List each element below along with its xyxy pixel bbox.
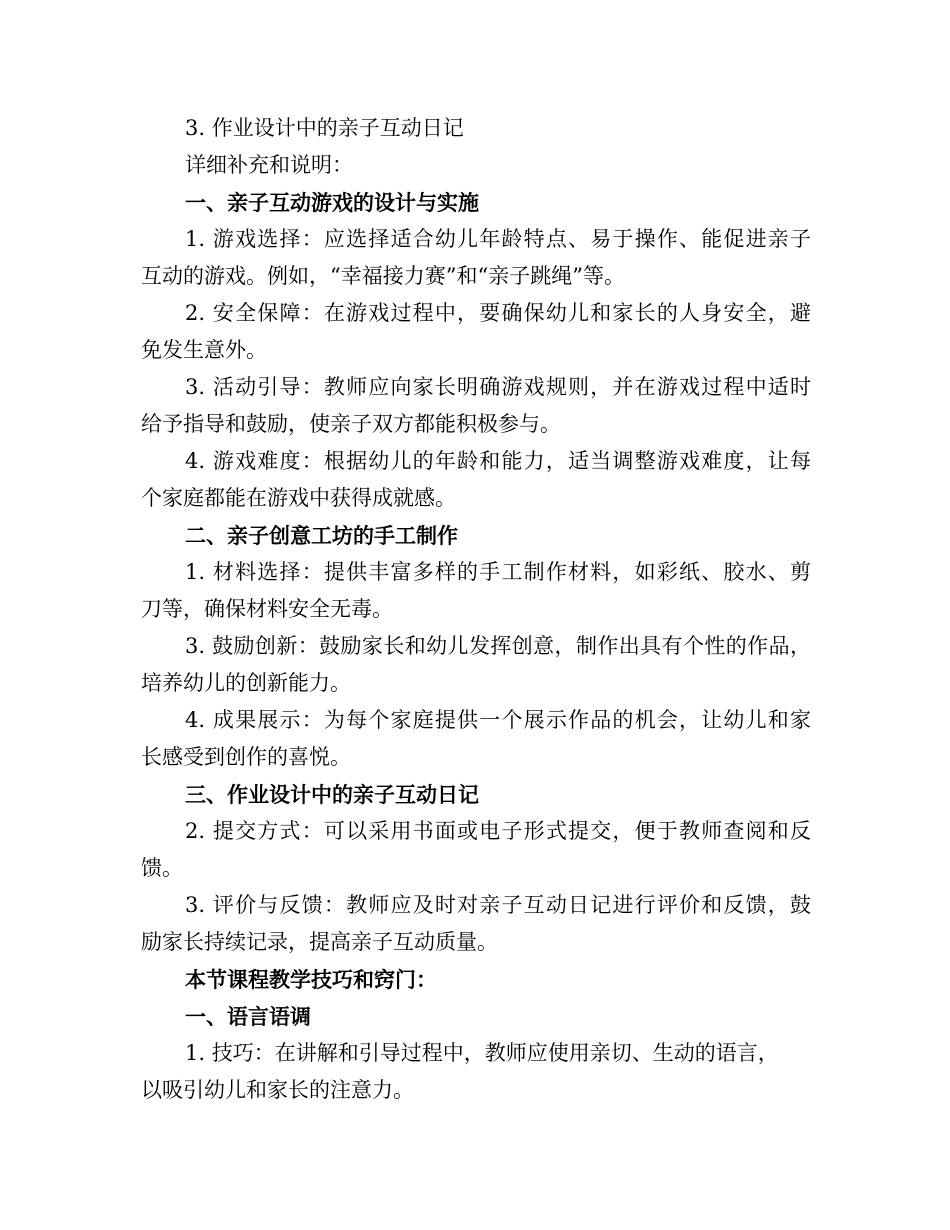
paragraph xyxy=(141,1035,811,1109)
paragraph xyxy=(141,295,811,369)
paragraph-line: 刀等，确保材料安全无毒。 xyxy=(141,597,393,621)
paragraph-line: 4. 游戏难度：根据幼儿的年龄和能力，适当调整游戏难度，让每 xyxy=(185,449,811,473)
paragraph-line: 2. 安全保障：在游戏过程中，要确保幼儿和家长的人身安全，避 xyxy=(185,301,811,325)
paragraph-line: 3. 活动引导：教师应向家长明确游戏规则，并在游戏过程中适时 xyxy=(185,375,811,399)
paragraph-line: 4. 成果展示：为每个家庭提供一个展示作品的机会，让幼儿和家 xyxy=(185,708,811,732)
paragraph-line: 1. 技巧：在讲解和引导过程中，教师应使用亲切、生动的语言， xyxy=(185,1041,779,1065)
paragraph xyxy=(141,628,811,702)
list-item: 3. 作业设计中的亲子互动日记 xyxy=(185,116,464,140)
paragraph-line: 培养幼儿的创新能力。 xyxy=(141,671,351,695)
section-heading: 一、亲子互动游戏的设计与实施 xyxy=(185,190,479,215)
paragraph-line: 3. 鼓励创新：鼓励家长和幼儿发挥创意，制作出具有个性的作品， xyxy=(185,634,811,658)
paragraph xyxy=(141,221,811,295)
section-heading: 二、亲子创意工坊的手工制作 xyxy=(185,523,458,548)
paragraph-line: 1. 游戏选择：应选择适合幼儿年龄特点、易于操作、能促进亲子 xyxy=(185,227,811,251)
paragraph xyxy=(141,369,811,443)
paragraph-line: 馈。 xyxy=(141,856,183,880)
paragraph-line: 免发生意外。 xyxy=(141,338,267,362)
paragraph-line: 以吸引幼儿和家长的注意力。 xyxy=(141,1078,414,1102)
document-page xyxy=(141,110,811,1109)
paragraph-line: 3. 评价与反馈：教师应及时对亲子互动日记进行评价和反馈，鼓 xyxy=(185,893,811,917)
paragraph xyxy=(141,554,811,628)
section-heading: 本节课程教学技巧和窍门： xyxy=(185,967,437,992)
paragraph-line: 励家长持续记录，提高亲子互动质量。 xyxy=(141,930,498,954)
paragraph xyxy=(141,813,811,887)
paragraph xyxy=(141,443,811,517)
paragraph xyxy=(141,702,811,776)
section-heading: 三、作业设计中的亲子互动日记 xyxy=(185,782,479,807)
paragraph-line: 个家庭都能在游戏中获得成就感。 xyxy=(141,486,456,510)
subheading-text: 详细补充和说明： xyxy=(185,153,353,177)
paragraph-line: 2. 提交方式：可以采用书面或电子形式提交，便于教师查阅和反 xyxy=(185,819,811,843)
section-heading: 一、语言语调 xyxy=(185,1004,311,1029)
paragraph-line: 长感受到创作的喜悦。 xyxy=(141,745,351,769)
paragraph xyxy=(141,887,811,961)
paragraph-line: 1. 材料选择：提供丰富多样的手工制作材料，如彩纸、胶水、剪 xyxy=(185,560,811,584)
paragraph-line: 给予指导和鼓励，使亲子双方都能积极参与。 xyxy=(141,412,561,436)
paragraph-line: 互动的游戏。例如，“幸福接力赛”和“亲子跳绳”等。 xyxy=(141,264,625,288)
